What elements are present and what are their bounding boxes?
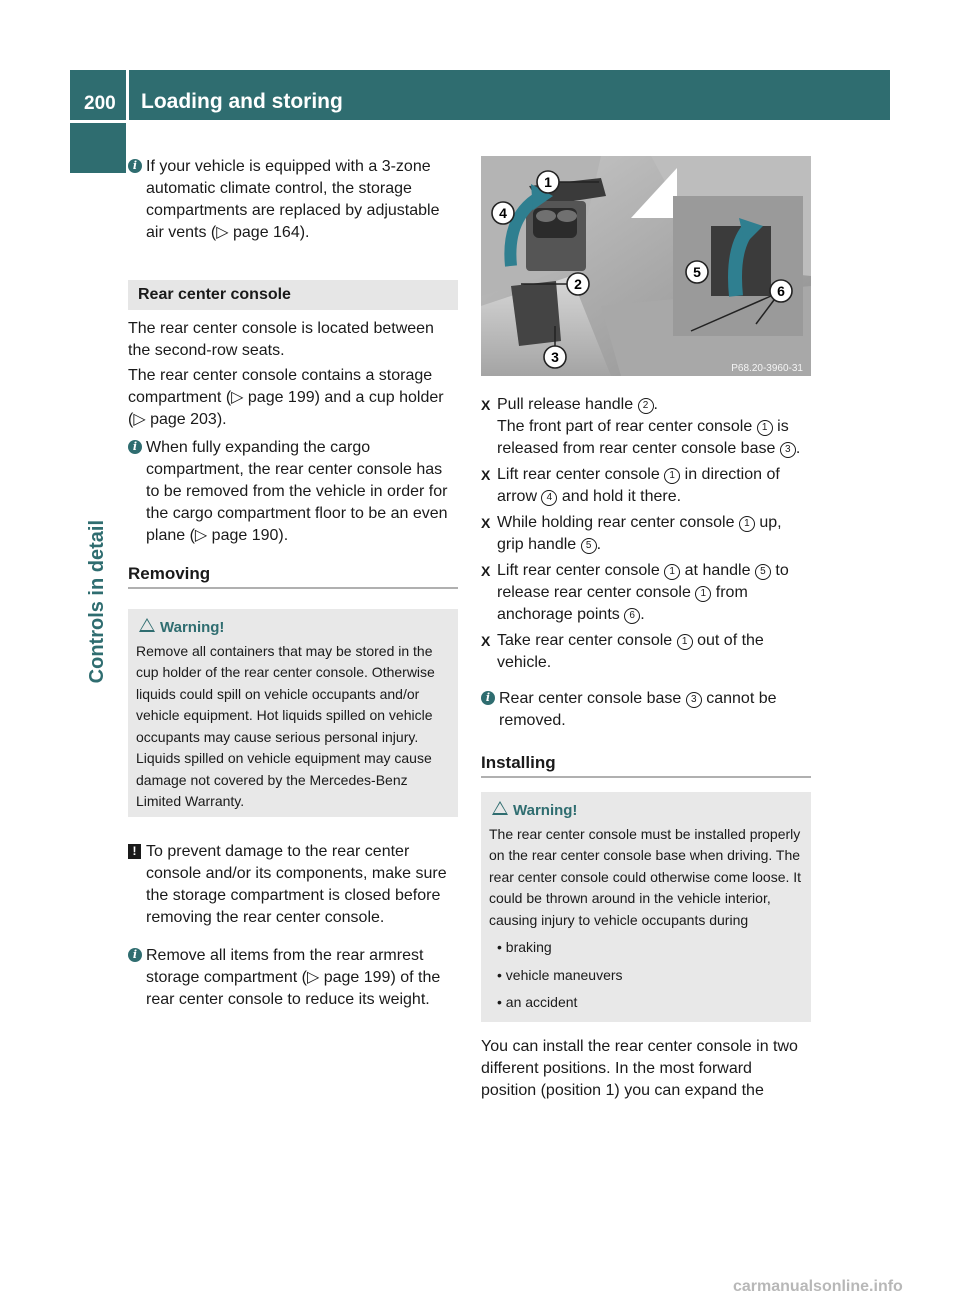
step-text: is released from rear center console base [497,418,789,457]
section-title: Loading and storing [129,70,890,120]
step [481,394,811,460]
callout-ref: 1 [695,586,711,602]
caution-note [128,841,458,929]
step-text: Take rear center console [497,632,677,649]
console-photo [481,156,811,376]
warning-title [489,800,803,822]
step-text: . [596,536,602,553]
callout-ref: 4 [541,490,557,506]
warning-title-text: Warning! [513,802,578,819]
step-text: Lift rear center console [497,466,665,483]
info-icon: i [128,159,142,173]
bullet-item: • vehicle maneuvers [497,966,623,983]
note-text: Remove all items from the rear armrest storage compartment (▷ page 199) of the rear center console to reduce its weight. [146,946,441,1008]
console-illustration [481,156,811,376]
info-icon: i [128,948,142,962]
left-column [128,156,458,1011]
callout-ref: 5 [581,538,597,554]
step [481,560,811,626]
step-marker: X [481,563,491,579]
warning-text: The rear center console must be installed properly on the rear center console base when driving. The rear center console could otherwise come loose. It could be thrown around in the vehicle interior, causing injury to vehicle occupants during [489,825,802,928]
callout-ref: 1 [664,564,680,580]
info-note [128,945,458,1011]
page-number: 200 [70,70,126,120]
warning-title [136,617,450,639]
step-text: at handle [680,562,755,579]
step-text: The front part of rear center console [497,418,757,435]
paragraph: You can install the rear center console in two different positions. In the most forward position (position 1) you can expand the [481,1037,798,1099]
section-heading: Rear center console [128,280,458,310]
step-text: . [795,440,801,457]
step [481,512,811,556]
callout-ref: 6 [624,608,640,624]
warning-icon [139,618,155,632]
caution-icon: ! [128,844,141,859]
callout-6-label: 6 [777,283,785,299]
callout-ref: 5 [755,564,771,580]
callout-ref: 1 [664,468,680,484]
info-note [128,437,458,547]
step-text: in direction of arrow [497,466,780,505]
step-text: out of the vehicle. [497,632,764,671]
bullet-text: an accident [505,994,578,1010]
callout-ref: 3 [686,692,702,708]
callout-2-label: 2 [574,276,582,292]
callout-4-label: 4 [499,205,507,221]
image-code: P68.20-3960-31 [731,363,803,374]
step [481,630,811,674]
callout-ref: 3 [780,442,796,458]
step-text: . [640,606,645,623]
bullet-item: • braking [497,939,552,955]
side-tab-marker [70,123,126,173]
callout-ref: 1 [757,420,773,436]
caution-text: To prevent damage to the rear center console and/or its components, make sure the storage compartment is closed before removing the rear center console. [146,842,447,926]
step [481,464,811,508]
warning-title-text: Warning! [160,619,225,636]
bullet-item: • an accident [497,994,578,1010]
callout-ref: 1 [677,634,693,650]
subheading-removing: Removing [128,563,458,589]
step-marker: X [481,515,491,531]
side-tab-label: Controls in detail [86,520,108,684]
step-text: Pull release handle [497,396,638,413]
warning-text: Remove all containers that may be stored in the cup holder of the rear center console. Otherwise liquids could spill on vehicle occupants and/or vehicle equipment. Hot liquids spilled on vehicle occupants may cause serious personal injury. Liquids spilled on vehicle equipment may cause damage not covered by the Mercedes-Benz Limited Warranty. [136,642,435,809]
step-text: While holding rear center console [497,514,739,531]
note-text: When fully expanding the cargo compartment, the rear center console has to be removed from the vehicle in order for the cargo compartment floor to be an even plane (▷ page 190). [146,439,448,544]
callout-1-label: 1 [544,174,552,190]
bullet-text: vehicle maneuvers [505,966,623,983]
step-text: . [653,396,658,413]
step-text: to release rear center console [497,562,789,601]
info-icon: i [481,691,495,705]
note-text: cannot be removed. [499,690,777,729]
info-note [481,688,811,732]
paragraph: The rear center console contains a storage compartment (▷ page 199) and a cup holder (▷ page 203). [128,367,444,428]
bullet-text: braking [505,939,552,955]
step-marker: X [481,633,491,649]
step-marker: X [481,467,491,483]
callout-ref: 1 [739,516,755,532]
watermark: carmanualsonline.info [733,1278,903,1295]
side-tab [84,520,110,684]
callout-ref: 2 [638,398,654,414]
note-text: If your vehicle is equipped with a 3-zone automatic climate control, the storage compartments are replaced by adjustable air vents (▷ page 164). [146,158,440,241]
step-text: up, grip handle [497,514,782,553]
subheading-installing: Installing [481,752,811,778]
paragraph: The rear center console is located between the second-row seats. [128,320,434,359]
step-text: and hold it there. [557,488,682,505]
warning-box [128,609,458,817]
step-text: from anchorage points [497,584,748,623]
warning-box [481,792,811,1022]
callout-3-label: 3 [551,349,559,365]
info-note [128,156,458,244]
warning-icon [492,801,508,815]
right-column [481,394,811,1102]
step-marker: X [481,397,491,413]
note-text: Rear center console base [499,690,686,707]
callout-5-label: 5 [693,264,701,280]
step-text: Lift rear center console [497,562,665,579]
info-icon: i [128,440,142,454]
